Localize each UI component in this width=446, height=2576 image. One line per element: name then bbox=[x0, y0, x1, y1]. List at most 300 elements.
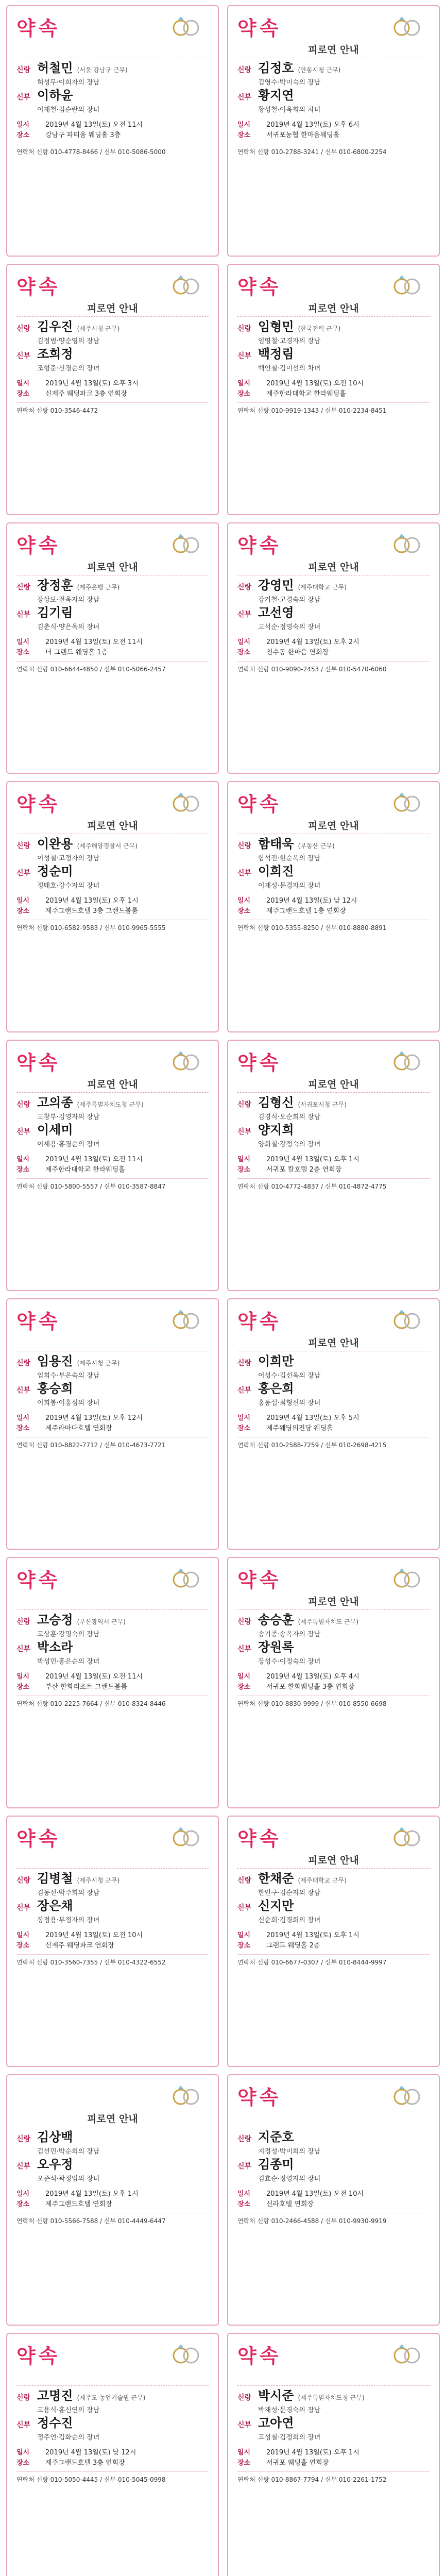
bride-name: 고선영 bbox=[258, 605, 294, 620]
date-label: 일시 bbox=[16, 2190, 30, 2198]
groom-name: 송승훈 bbox=[258, 1612, 294, 1627]
groom-parents: 임희수·부은숙의 장남 bbox=[37, 1372, 100, 1380]
groom-role-label: 신랑 bbox=[16, 2135, 31, 2143]
place-row bbox=[16, 130, 209, 141]
date-row bbox=[16, 896, 209, 906]
divider bbox=[237, 1092, 430, 1093]
promise-title: 약속 bbox=[237, 1827, 282, 1850]
place-label: 장소 bbox=[16, 1942, 30, 1950]
bride-parents: 장성수·이정숙의 장녀 bbox=[258, 1658, 321, 1666]
groom-line bbox=[237, 2131, 430, 2145]
place-value: 서귀포농협 한마음웨딩홀 bbox=[266, 131, 340, 139]
place-label: 장소 bbox=[237, 649, 251, 656]
contact-block bbox=[16, 1696, 209, 1708]
bride-parents: 홍동섭·최형신의 장녀 bbox=[258, 1399, 321, 1407]
contact-label: 연락처 bbox=[16, 1700, 35, 1707]
promise-title: 약속 bbox=[237, 534, 282, 557]
promise-title: 약속 bbox=[16, 2344, 61, 2367]
wedding-rings-icon bbox=[164, 791, 209, 813]
reception-notice-title bbox=[16, 42, 209, 55]
place-label: 장소 bbox=[16, 907, 30, 915]
date-value: 2019년 4월 13일(토) 오전 10시 bbox=[266, 2190, 364, 2198]
groom-role-label: 신랑 bbox=[237, 1100, 252, 1109]
wedding-notice-card bbox=[227, 1557, 440, 1808]
event-details bbox=[16, 379, 209, 399]
date-label: 일시 bbox=[16, 121, 30, 129]
wedding-notice-card bbox=[6, 264, 219, 515]
date-value: 2019년 4월 13일(토) 오전 10시 bbox=[266, 380, 364, 387]
date-value: 2019년 4월 13일(토) 오후 6시 bbox=[266, 121, 359, 129]
divider bbox=[16, 1092, 209, 1093]
wedding-rings-icon bbox=[385, 1050, 430, 1072]
promise-title: 약속 bbox=[16, 275, 61, 298]
date-row bbox=[237, 1930, 430, 1941]
contact-value: 신랑 010-6582-9583 / 신부 010-9965-5555 bbox=[36, 924, 166, 931]
contact-row bbox=[16, 2475, 209, 2484]
bride-role-label: 신부 bbox=[16, 1386, 31, 1395]
place-value: 제주라마다호텔 연회장 bbox=[45, 1425, 112, 1432]
contact-block bbox=[237, 920, 430, 933]
contact-row bbox=[16, 406, 209, 415]
wedding-notice-card bbox=[6, 2074, 219, 2326]
contact-value: 신랑 010-2225-7664 / 신부 010-8324-8446 bbox=[36, 1700, 166, 1707]
bride-role-label: 신부 bbox=[16, 352, 31, 360]
wedding-notice-card bbox=[227, 522, 440, 774]
place-row bbox=[237, 130, 430, 141]
bride-role-label: 신부 bbox=[237, 1904, 252, 1912]
place-value: 서귀포 한화웨딩홀 3층 연회장 bbox=[266, 1683, 355, 1691]
contact-row bbox=[237, 1958, 430, 1967]
groom-name: 허철민 bbox=[37, 60, 73, 75]
place-value: 제주그랜드호텔 3층 연회장 bbox=[45, 2459, 125, 2467]
place-value: 서귀포 칼호텔 2층 연회장 bbox=[266, 1166, 342, 1174]
contact-block bbox=[237, 1437, 430, 1450]
wedding-rings-icon bbox=[164, 15, 209, 37]
contact-block bbox=[237, 1954, 430, 1967]
groom-parents: 김동선·박주희의 장남 bbox=[37, 1889, 100, 1897]
contact-label: 연락처 bbox=[16, 2217, 35, 2225]
place-label: 장소 bbox=[16, 1425, 30, 1432]
bride-parents: 김효순·정영자의 장녀 bbox=[258, 2175, 321, 2183]
groom-line bbox=[237, 62, 430, 76]
contact-label: 연락처 bbox=[237, 148, 255, 156]
bride-line bbox=[237, 2417, 430, 2431]
place-label: 장소 bbox=[237, 2200, 251, 2208]
reception-notice-title: 피로연 안내 bbox=[308, 1596, 359, 1607]
event-details bbox=[237, 1672, 430, 1692]
date-row bbox=[237, 1672, 430, 1682]
groom-parents: 이성철·고정자의 장남 bbox=[37, 855, 100, 862]
divider bbox=[16, 1868, 209, 1869]
date-value: 2019년 4월 13일(토) 오후 1시 bbox=[45, 2190, 139, 2198]
place-label: 장소 bbox=[16, 131, 30, 139]
bride-line bbox=[16, 1641, 209, 1655]
contact-value: 신랑 010-5800-5557 / 신부 010-3587-8847 bbox=[36, 1183, 166, 1190]
contact-value: 신랑 010-6677-0307 / 신부 010-8444-9997 bbox=[257, 1959, 387, 1966]
place-label: 장소 bbox=[16, 2200, 30, 2208]
groom-role-label: 신랑 bbox=[237, 66, 252, 74]
contact-value: 신랑 010-9919-1343 / 신부 010-2234-8451 bbox=[257, 407, 387, 414]
bride-role-label: 신부 bbox=[16, 2162, 31, 2171]
groom-name: 김병철 bbox=[37, 1871, 73, 1886]
place-row bbox=[16, 648, 209, 658]
place-value: 신제주 웨딩파크 연회장 bbox=[45, 1942, 114, 1950]
contact-value: 신랑 010-8867-7794 / 신부 010-2261-1752 bbox=[257, 2476, 387, 2483]
bride-name: 김종미 bbox=[258, 2157, 294, 2172]
contact-label: 연락처 bbox=[16, 666, 35, 673]
groom-role-label: 신랑 bbox=[16, 1876, 31, 1885]
bride-name: 이희진 bbox=[258, 863, 294, 878]
place-value: 부산 한화리조트 그랜드볼룸 bbox=[45, 1683, 127, 1691]
date-label: 일시 bbox=[237, 1156, 251, 1163]
bride-line bbox=[16, 607, 209, 620]
groom-name: 임용진 bbox=[37, 1353, 73, 1368]
bride-line bbox=[237, 348, 430, 362]
groom-name: 김정호 bbox=[258, 60, 294, 75]
contact-value: 신랑 010-5566-7588 / 신부 010-4449-6447 bbox=[36, 2217, 166, 2225]
groom-name: 이완용 bbox=[37, 836, 73, 851]
bride-name: 김기림 bbox=[37, 605, 73, 620]
place-row bbox=[16, 1165, 209, 1175]
card-header bbox=[237, 1563, 430, 1593]
groom-note: (부동산 근무) bbox=[298, 842, 335, 850]
bride-line bbox=[237, 863, 430, 879]
groom-parents: 김경식·오순희의 장남 bbox=[258, 1113, 321, 1121]
groom-parents: 김영수·박미숙의 장남 bbox=[258, 79, 321, 87]
wedding-notice-card bbox=[6, 1298, 219, 1550]
bride-line bbox=[237, 1900, 430, 1913]
date-label: 일시 bbox=[237, 121, 251, 129]
card-header bbox=[237, 1822, 430, 1852]
card-header bbox=[16, 529, 209, 558]
wedding-rings-icon bbox=[385, 2084, 430, 2106]
reception-notice-title: 피로연 안내 bbox=[87, 1079, 138, 1090]
date-row bbox=[237, 637, 430, 648]
groom-role-label: 신랑 bbox=[16, 2394, 31, 2402]
bride-parents: 이세용·홍경순의 장녀 bbox=[37, 1141, 100, 1148]
date-label: 일시 bbox=[237, 1931, 251, 1939]
reception-notice-title: 피로연 안내 bbox=[308, 1079, 359, 1090]
bride-role-label: 신부 bbox=[237, 2162, 252, 2171]
reception-notice-title: 피로연 안내 bbox=[87, 303, 138, 314]
contact-label: 연락처 bbox=[16, 1183, 35, 1190]
bride-name: 신지만 bbox=[258, 1898, 294, 1913]
date-label: 일시 bbox=[16, 897, 30, 905]
groom-parents: 한인구·김순자의 장남 bbox=[258, 1889, 321, 1897]
groom-note: (제주특별자치도청 근무) bbox=[77, 1101, 144, 1108]
contact-block bbox=[16, 402, 209, 415]
date-label: 일시 bbox=[16, 638, 30, 646]
bride-role-label: 신부 bbox=[16, 1128, 31, 1136]
groom-line bbox=[237, 838, 430, 852]
card-header bbox=[237, 270, 430, 300]
date-row bbox=[237, 2189, 430, 2199]
groom-note: (서울 강남구 근무) bbox=[77, 66, 128, 74]
bride-role-label: 신부 bbox=[16, 869, 31, 877]
groom-line bbox=[237, 1873, 430, 1886]
event-details bbox=[16, 1413, 209, 1434]
place-label: 장소 bbox=[237, 1425, 251, 1432]
date-row bbox=[16, 2448, 209, 2458]
reception-notice-title bbox=[16, 1335, 209, 1348]
wedding-rings-icon bbox=[164, 1567, 209, 1589]
contact-label: 연락처 bbox=[237, 666, 255, 673]
wedding-rings-icon bbox=[385, 274, 430, 296]
card-header bbox=[16, 1304, 209, 1334]
card-header bbox=[237, 2080, 430, 2110]
groom-name: 고명진 bbox=[37, 2388, 73, 2403]
promise-title: 약속 bbox=[16, 1827, 61, 1850]
bride-role-label: 신부 bbox=[237, 93, 252, 101]
contact-value: 신랑 010-3546-4472 bbox=[36, 407, 98, 414]
groom-role-label: 신랑 bbox=[16, 1359, 31, 1367]
place-label: 장소 bbox=[16, 1683, 30, 1691]
date-value: 2019년 4월 13일(토) 오후 4시 bbox=[266, 1673, 359, 1681]
groom-note: (제주시청 근무) bbox=[77, 325, 120, 332]
promise-title: 약속 bbox=[237, 1310, 282, 1333]
bride-line bbox=[16, 863, 209, 879]
contact-row bbox=[237, 2216, 430, 2226]
date-value: 2019년 4월 13일(토) 오후 12시 bbox=[45, 1414, 143, 1422]
place-value: 제주그랜드호텔 3층 그랜드볼룸 bbox=[45, 907, 138, 915]
event-details bbox=[16, 2448, 209, 2468]
wedding-rings-icon bbox=[164, 1050, 209, 1072]
event-details bbox=[16, 896, 209, 917]
contact-block bbox=[16, 1954, 209, 1967]
groom-note: (제주대학교 근무) bbox=[298, 1877, 347, 1884]
contact-label: 연락처 bbox=[16, 407, 35, 414]
place-value: 제주그랜드호텔 1층 연회장 bbox=[266, 907, 346, 915]
groom-name: 한채준 bbox=[258, 1871, 294, 1886]
groom-line bbox=[16, 2390, 209, 2403]
bride-role-label: 신부 bbox=[16, 1645, 31, 1653]
groom-note: (제주특별자치도청 근무) bbox=[298, 2394, 365, 2401]
bride-line bbox=[16, 2159, 209, 2172]
card-header bbox=[237, 1046, 430, 1076]
divider bbox=[237, 1609, 430, 1610]
groom-note: (제주도 농업기술원 근무) bbox=[77, 2394, 146, 2401]
bride-parents: 조형준·신경순의 장녀 bbox=[37, 365, 100, 372]
groom-name: 지준호 bbox=[258, 2129, 294, 2144]
groom-role-label: 신랑 bbox=[16, 325, 31, 333]
date-value: 2019년 4월 13일(토) 오후 5시 bbox=[266, 1414, 359, 1422]
groom-line bbox=[16, 321, 209, 334]
contact-row bbox=[237, 2475, 430, 2484]
bride-name: 장원록 bbox=[258, 1639, 294, 1654]
contact-label: 연락처 bbox=[237, 2476, 255, 2483]
date-row bbox=[237, 2448, 430, 2458]
reception-notice-title bbox=[16, 1594, 209, 1606]
contact-row bbox=[16, 665, 209, 674]
promise-title: 약속 bbox=[237, 16, 282, 40]
groom-role-label: 신랑 bbox=[237, 842, 252, 850]
date-value: 2019년 4월 13일(토) 오전 10시 bbox=[45, 1931, 143, 1939]
contact-block bbox=[16, 2471, 209, 2484]
contact-block bbox=[237, 1178, 430, 1191]
bride-name: 이세미 bbox=[37, 1122, 73, 1137]
contact-value: 신랑 010-5355-8250 / 신부 010-8880-8891 bbox=[257, 924, 387, 931]
place-row bbox=[237, 2199, 430, 2210]
bride-parents: 김춘식·양은옥의 장녀 bbox=[37, 623, 100, 631]
contact-label: 연락처 bbox=[237, 924, 255, 931]
groom-parents: 장상보·전옥자의 장남 bbox=[37, 596, 100, 604]
contact-label: 연락처 bbox=[237, 1700, 255, 1707]
reception-notice-title: 피로연 안내 bbox=[308, 562, 359, 573]
place-label: 장소 bbox=[16, 2459, 30, 2467]
groom-name: 김상백 bbox=[37, 2129, 73, 2144]
event-details bbox=[237, 379, 430, 399]
groom-role-label: 신랑 bbox=[237, 583, 252, 591]
contact-row bbox=[237, 1440, 430, 1450]
divider bbox=[237, 316, 430, 317]
groom-name: 장정훈 bbox=[37, 578, 73, 592]
place-label: 장소 bbox=[237, 1166, 251, 1174]
contact-label: 연락처 bbox=[237, 2217, 255, 2225]
groom-line bbox=[16, 1873, 209, 1886]
groom-note: (제주특별자치도 근무) bbox=[298, 1618, 359, 1625]
contact-value: 신랑 010-4778-8466 / 신부 010-5086-5000 bbox=[36, 148, 166, 156]
groom-note: (부산광역시 근무) bbox=[77, 1618, 126, 1625]
date-value: 2019년 4월 13일(토) 오후 2시 bbox=[266, 638, 359, 646]
divider bbox=[16, 316, 209, 317]
groom-role-label: 신랑 bbox=[237, 1618, 252, 1626]
place-value: 천수동 한마음 연회장 bbox=[266, 649, 329, 656]
bride-role-label: 신부 bbox=[16, 93, 31, 101]
wedding-notice-card bbox=[6, 781, 219, 1032]
contact-label: 연락처 bbox=[237, 407, 255, 414]
contact-label: 연락처 bbox=[16, 148, 35, 156]
bride-parents: 고석순·정영숙의 장녀 bbox=[258, 623, 321, 631]
date-value: 2019년 4월 13일(토) 오전 11시 bbox=[45, 121, 143, 129]
bride-role-label: 신부 bbox=[237, 1386, 252, 1395]
contact-row bbox=[16, 1958, 209, 1967]
bride-parents: 장정용·부정자의 장녀 bbox=[37, 1917, 100, 1924]
date-value: 2019년 4월 13일(토) 오후 1시 bbox=[266, 2449, 359, 2456]
wedding-notice-card bbox=[6, 522, 219, 774]
bride-parents: 황성철·이옥희의 차녀 bbox=[258, 106, 321, 114]
reception-notice-title: 피로연 안내 bbox=[87, 562, 138, 573]
place-label: 장소 bbox=[237, 2459, 251, 2467]
contact-block bbox=[237, 2213, 430, 2226]
date-row bbox=[16, 120, 209, 130]
card-header bbox=[16, 1822, 209, 1852]
groom-line bbox=[237, 2390, 430, 2403]
contact-value: 신랑 010-6644-4850 / 신부 010-5066-2457 bbox=[36, 666, 166, 673]
date-label: 일시 bbox=[16, 1156, 30, 1163]
promise-title: 약속 bbox=[16, 534, 61, 557]
contact-label: 연락처 bbox=[237, 1442, 255, 1449]
reception-notice-title: 피로연 안내 bbox=[308, 1855, 359, 1866]
place-label: 장소 bbox=[237, 131, 251, 139]
card-header bbox=[16, 2080, 209, 2110]
wedding-rings-icon bbox=[164, 2343, 209, 2365]
divider bbox=[237, 2385, 430, 2386]
contact-label: 연락처 bbox=[237, 1959, 255, 1966]
card-header bbox=[16, 11, 209, 41]
wedding-rings-icon bbox=[385, 15, 430, 37]
contact-row bbox=[16, 1182, 209, 1191]
place-row bbox=[237, 906, 430, 917]
place-row bbox=[237, 648, 430, 658]
reception-notice-title: 피로연 안내 bbox=[87, 820, 138, 832]
date-row bbox=[237, 896, 430, 906]
contact-row bbox=[237, 406, 430, 415]
wedding-notice-card bbox=[6, 5, 219, 257]
groom-parents: 고용식·홍신연의 장남 bbox=[37, 2406, 100, 2414]
wedding-rings-icon bbox=[164, 533, 209, 554]
date-label: 일시 bbox=[237, 380, 251, 387]
contact-row bbox=[237, 147, 430, 157]
date-value: 2019년 4월 13일(토) 오전 11시 bbox=[45, 1673, 143, 1681]
groom-name: 임형민 bbox=[258, 319, 294, 334]
event-details bbox=[237, 637, 430, 658]
card-header bbox=[237, 2339, 430, 2369]
contact-row bbox=[16, 923, 209, 933]
reception-notice-title bbox=[237, 2111, 430, 2124]
bride-line bbox=[16, 348, 209, 362]
groom-line bbox=[16, 1097, 209, 1110]
date-value: 2019년 4월 13일(토) 오전 11시 bbox=[45, 638, 143, 646]
groom-role-label: 신랑 bbox=[16, 583, 31, 591]
date-row bbox=[16, 2189, 209, 2199]
bride-name: 박소라 bbox=[37, 1639, 73, 1654]
bride-role-label: 신부 bbox=[16, 2421, 31, 2429]
groom-parents: 김정범·양순영의 장남 bbox=[37, 337, 100, 345]
place-label: 장소 bbox=[16, 1166, 30, 1174]
bride-role-label: 신부 bbox=[16, 1904, 31, 1912]
bride-parents: 정주언·김화순의 장녀 bbox=[37, 2434, 100, 2442]
bride-name: 양지희 bbox=[258, 1122, 294, 1137]
reception-notice-title bbox=[237, 2370, 430, 2382]
bride-parents: 이희봉·이홍심의 장녀 bbox=[37, 1399, 100, 1407]
bride-line bbox=[237, 607, 430, 620]
bride-line bbox=[237, 1383, 430, 1396]
reception-notice-title: 피로연 안내 bbox=[308, 303, 359, 314]
date-label: 일시 bbox=[16, 1673, 30, 1681]
groom-note: (제주은행 근무) bbox=[77, 584, 120, 591]
contact-block bbox=[16, 661, 209, 674]
promise-title: 약속 bbox=[237, 1568, 282, 1591]
groom-name: 강영민 bbox=[258, 578, 294, 592]
date-label: 일시 bbox=[237, 1414, 251, 1422]
place-label: 장소 bbox=[237, 1683, 251, 1691]
groom-note: (제주시청 근무) bbox=[77, 1877, 120, 1884]
date-label: 일시 bbox=[237, 2449, 251, 2456]
date-label: 일시 bbox=[16, 380, 30, 387]
wedding-rings-icon bbox=[385, 791, 430, 813]
groom-parents: 허성무·이희자의 장남 bbox=[37, 79, 100, 87]
place-value: 제주그랜드호텔 연회장 bbox=[45, 2200, 112, 2208]
bride-line bbox=[16, 90, 209, 103]
groom-line bbox=[16, 2131, 209, 2145]
card-header bbox=[16, 1046, 209, 1076]
promise-title: 약속 bbox=[16, 1051, 61, 1074]
date-value: 2019년 4월 13일(토) 오전 11시 bbox=[45, 1156, 143, 1163]
bride-parents: 이재성·문경자의 장녀 bbox=[258, 882, 321, 890]
date-value: 2019년 4월 13일(토) 낮 12시 bbox=[45, 2449, 136, 2456]
groom-line bbox=[16, 838, 209, 852]
groom-parents: 송기종·송옥자의 장남 bbox=[258, 1631, 321, 1638]
promise-title: 약속 bbox=[237, 1051, 282, 1074]
bride-role-label: 신부 bbox=[237, 1128, 252, 1136]
event-details bbox=[237, 120, 430, 141]
bride-name: 정순미 bbox=[37, 863, 73, 878]
contact-block bbox=[237, 1696, 430, 1708]
date-row bbox=[237, 1155, 430, 1165]
groom-note: (한국전력 근무) bbox=[298, 325, 341, 332]
place-row bbox=[237, 1682, 430, 1692]
bride-parents: 박성민·홍은순의 장녀 bbox=[37, 1658, 100, 1666]
